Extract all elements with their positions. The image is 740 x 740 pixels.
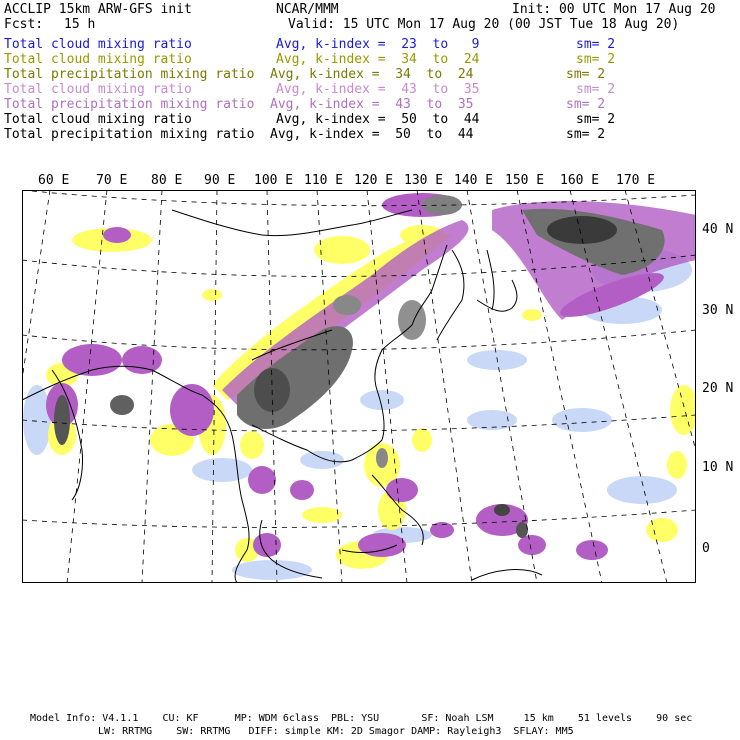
lat-label: 20 N bbox=[702, 381, 734, 396]
legend-row-avg: Avg, k-index = 43 to 35 bbox=[270, 97, 474, 112]
lon-label: 130 E bbox=[404, 173, 444, 188]
lon-label: 90 E bbox=[204, 173, 236, 188]
model-title: ACCLIP 15km ARW-GFS init bbox=[4, 2, 192, 17]
legend-row-field: Total precipitation mixing ratio bbox=[4, 67, 255, 82]
cloud-map bbox=[22, 190, 696, 583]
lon-label: 60 E bbox=[38, 173, 70, 188]
lat-label: 0 bbox=[702, 541, 710, 556]
model-info-line-2: LW: RRTMG SW: RRTMG DIFF: simple KM: 2D Smagor DAMP: Rayleigh3 SFLAY: MM5 bbox=[98, 726, 574, 737]
legend-row-sm: sm= 2 bbox=[566, 97, 606, 112]
lon-label: 100 E bbox=[254, 173, 294, 188]
valid-time: Valid: 15 UTC Mon 17 Aug 20 (00 JST Tue 18 Aug 20) bbox=[288, 17, 680, 32]
legend-row-field: Total cloud mixing ratio bbox=[4, 82, 192, 97]
lon-label: 160 E bbox=[560, 173, 600, 188]
model-info-line-1: Model Info: V4.1.1 CU: KF MP: WDM 6class PBL: YSU SF: Noah LSM 15 km 51 levels 90 sec bbox=[30, 713, 693, 724]
lon-label: 120 E bbox=[354, 173, 394, 188]
legend-row-field: Total cloud mixing ratio bbox=[4, 52, 192, 67]
legend-row-sm: sm= 2 bbox=[576, 52, 616, 67]
legend-row-sm: sm= 2 bbox=[576, 37, 616, 52]
fcst-label: Fcst: bbox=[4, 17, 44, 32]
legend-row-field: Total precipitation mixing ratio bbox=[4, 127, 255, 142]
init-time: Init: 00 UTC Mon 17 Aug 20 bbox=[512, 2, 716, 17]
legend-row-avg: Avg, k-index = 23 to 9 bbox=[276, 37, 480, 52]
lat-label: 40 N bbox=[702, 222, 734, 237]
legend-row-field: Total cloud mixing ratio bbox=[4, 37, 192, 52]
legend-row-avg: Avg, k-index = 50 to 44 bbox=[276, 112, 480, 127]
legend-row-sm: sm= 2 bbox=[566, 127, 606, 142]
legend-row-avg: Avg, k-index = 34 to 24 bbox=[276, 52, 480, 67]
legend-row-sm: sm= 2 bbox=[576, 82, 616, 97]
lon-label: 140 E bbox=[454, 173, 494, 188]
lon-label: 70 E bbox=[96, 173, 128, 188]
legend-row-sm: sm= 2 bbox=[566, 67, 606, 82]
org-label: NCAR/MMM bbox=[276, 2, 339, 17]
lat-label: 30 N bbox=[702, 303, 734, 318]
legend-row-avg: Avg, k-index = 43 to 35 bbox=[276, 82, 480, 97]
lon-label: 150 E bbox=[505, 173, 545, 188]
lon-label: 110 E bbox=[304, 173, 344, 188]
legend-row-avg: Avg, k-index = 50 to 44 bbox=[270, 127, 474, 142]
lon-label: 170 E bbox=[616, 173, 656, 188]
lat-label: 10 N bbox=[702, 460, 734, 475]
legend-row-avg: Avg, k-index = 34 to 24 bbox=[270, 67, 474, 82]
lon-label: 80 E bbox=[151, 173, 183, 188]
legend-row-field: Total cloud mixing ratio bbox=[4, 112, 192, 127]
fcst-value: 15 h bbox=[64, 17, 96, 32]
legend-row-sm: sm= 2 bbox=[576, 112, 616, 127]
legend-row-field: Total precipitation mixing ratio bbox=[4, 97, 255, 112]
